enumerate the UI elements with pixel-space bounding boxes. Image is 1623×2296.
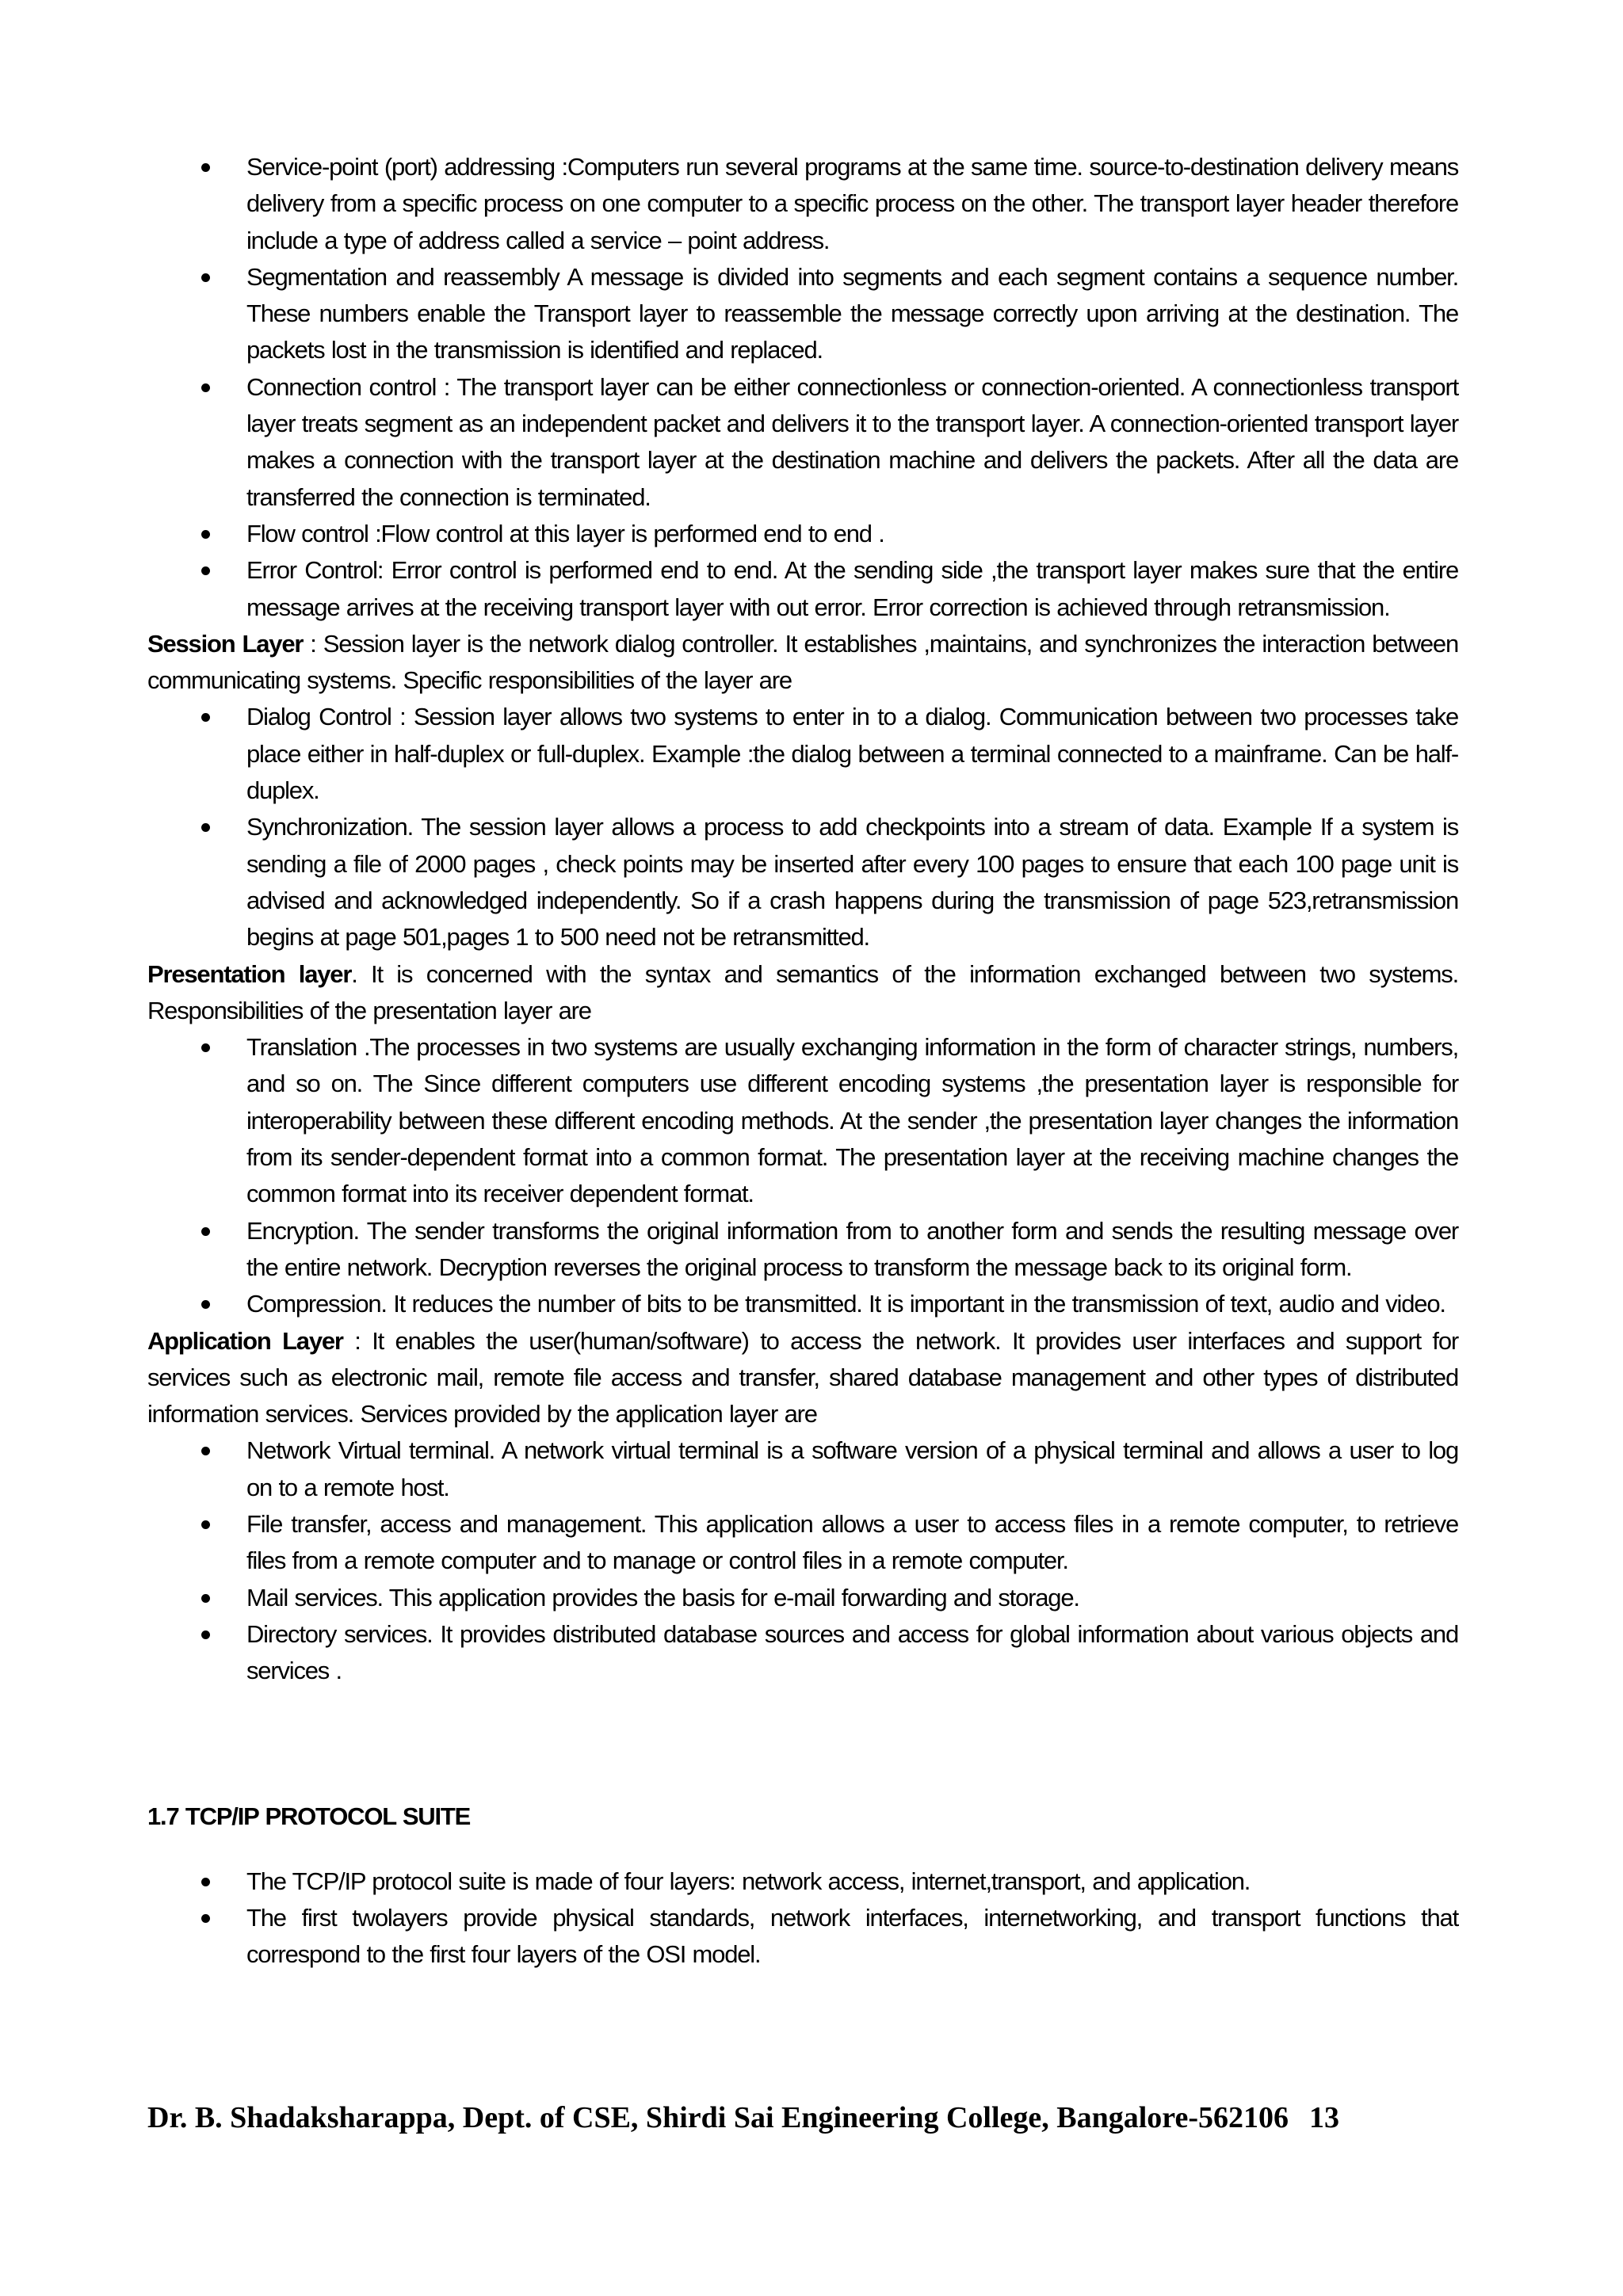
session-layer-text: : Session layer is the network dialog controller. It establishes ,maintains, and synchronizes the interaction between communicating systems. Specific responsibilities of the layer are <box>147 629 1459 695</box>
list-item: Connection control : The transport layer can be either connectionless or connection-oriented. A connectionless transport layer treats segment as an independent packet and delivers it to the transport layer. A connection-oriented transport layer makes a connection with the transport layer at the destination machine and delivers the packets. After all the data are transferred the connection is terminated. <box>147 369 1458 516</box>
list-item: Service-point (port) addressing :Computers run several programs at the same time. source-to-destination delivery means delivery from a specific process on one computer to a specific process on the other. The transport layer header therefore include a type of address called a service – point address. <box>147 149 1458 259</box>
list-item: Directory services. It provides distributed database sources and access for global information about various objects and services . <box>147 1616 1458 1690</box>
list-item: Flow control :Flow control at this layer is performed end to end . <box>147 516 1458 552</box>
list-item: Segmentation and reassembly A message is divided into segments and each segment contains a sequence number. These numbers enable the Transport layer to reassemble the message correctly upon arriving at the destination. The packets lost in the transmission is identified and replaced. <box>147 259 1458 369</box>
session-layer-label: Session Layer <box>147 629 304 658</box>
list-item: Encryption. The sender transforms the original information from to another form and sends the resulting message over the entire network. Decryption reverses the original process to transform the message back to its original form. <box>147 1213 1458 1287</box>
application-layer-paragraph <box>147 1323 1458 1433</box>
list-item: Compression. It reduces the number of bits to be transmitted. It is important in the transmission of text, audio and video. <box>147 1286 1458 1322</box>
list-item: Synchronization. The session layer allows a process to add checkpoints into a stream of data. Example If a system is sending a file of 2000 pages , check points may be inserted after every 100 pages to ensure that each 100 page unit is advised and acknowledged independently. So if a crash happens during the transmission of page 523,retransmission begins at page 501,pages 1 to 500 need not be retransmitted. <box>147 809 1458 955</box>
tcpip-list <box>147 1863 1458 1974</box>
transport-responsibilities-list <box>147 149 1458 626</box>
application-layer-label: Application Layer <box>147 1326 343 1355</box>
presentation-layer-paragraph <box>147 956 1458 1030</box>
presentation-layer-text: . It is concerned with the syntax and semantics of the information exchanged between two systems. Responsibilities of the presentation layer are <box>147 959 1458 1024</box>
page-number: 13 <box>1309 2101 1339 2134</box>
page-footer <box>147 2100 1458 2136</box>
list-item: The first twolayers provide physical standards, network interfaces, internetworking, and transport functions that correspond to the first four layers of the OSI model. <box>147 1900 1458 1974</box>
session-layer-paragraph <box>147 626 1458 700</box>
list-item: Dialog Control : Session layer allows two systems to enter in to a dialog. Communication between two processes take place either in half-duplex or full-duplex. Example :the dialog between a terminal connected to a mainframe. Can be half-duplex. <box>147 699 1458 809</box>
list-item: Translation .The processes in two systems are usually exchanging information in the form of character strings, numbers, and so on. The Since different computers use different encoding systems ,the presentation layer is responsible for interoperability between these different encoding methods. At the sender ,the presentation layer changes the information from its sender-dependent format into a common format. The presentation layer at the receiving machine changes the common format into its receiver dependent format. <box>147 1029 1458 1212</box>
session-responsibilities-list <box>147 699 1458 955</box>
presentation-layer-label: Presentation layer <box>147 959 352 988</box>
document-page <box>147 149 1458 1974</box>
list-item: Mail services. This application provides the basis for e-mail forwarding and storage. <box>147 1580 1458 1616</box>
list-item: File transfer, access and management. This application allows a user to access files in a remote computer, to retrieve files from a remote computer and to manage or control files in a remote computer. <box>147 1506 1458 1580</box>
list-item: The TCP/IP protocol suite is made of four layers: network access, internet,transport, and application. <box>147 1863 1458 1900</box>
footer-author: Dr. B. Shadaksharappa, Dept. of CSE, Shirdi Sai Engineering College, Bangalore-562106 <box>147 2101 1289 2134</box>
list-item: Error Control: Error control is performed end to end. At the sending side ,the transport layer makes sure that the entire message arrives at the receiving transport layer with out error. Error correction is achieved through retransmission. <box>147 552 1458 626</box>
list-item: Network Virtual terminal. A network virtual terminal is a software version of a physical terminal and allows a user to log on to a remote host. <box>147 1432 1458 1506</box>
application-services-list <box>147 1432 1458 1689</box>
section-heading: 1.7 TCP/IP PROTOCOL SUITE <box>147 1802 471 1831</box>
presentation-responsibilities-list <box>147 1029 1458 1322</box>
application-layer-text: : It enables the user(human/software) to access the network. It provides user interfaces and support for services such as electronic mail, remote file access and transfer, shared database management and other types of distributed information services. Services provided by the application layer are <box>147 1326 1458 1428</box>
